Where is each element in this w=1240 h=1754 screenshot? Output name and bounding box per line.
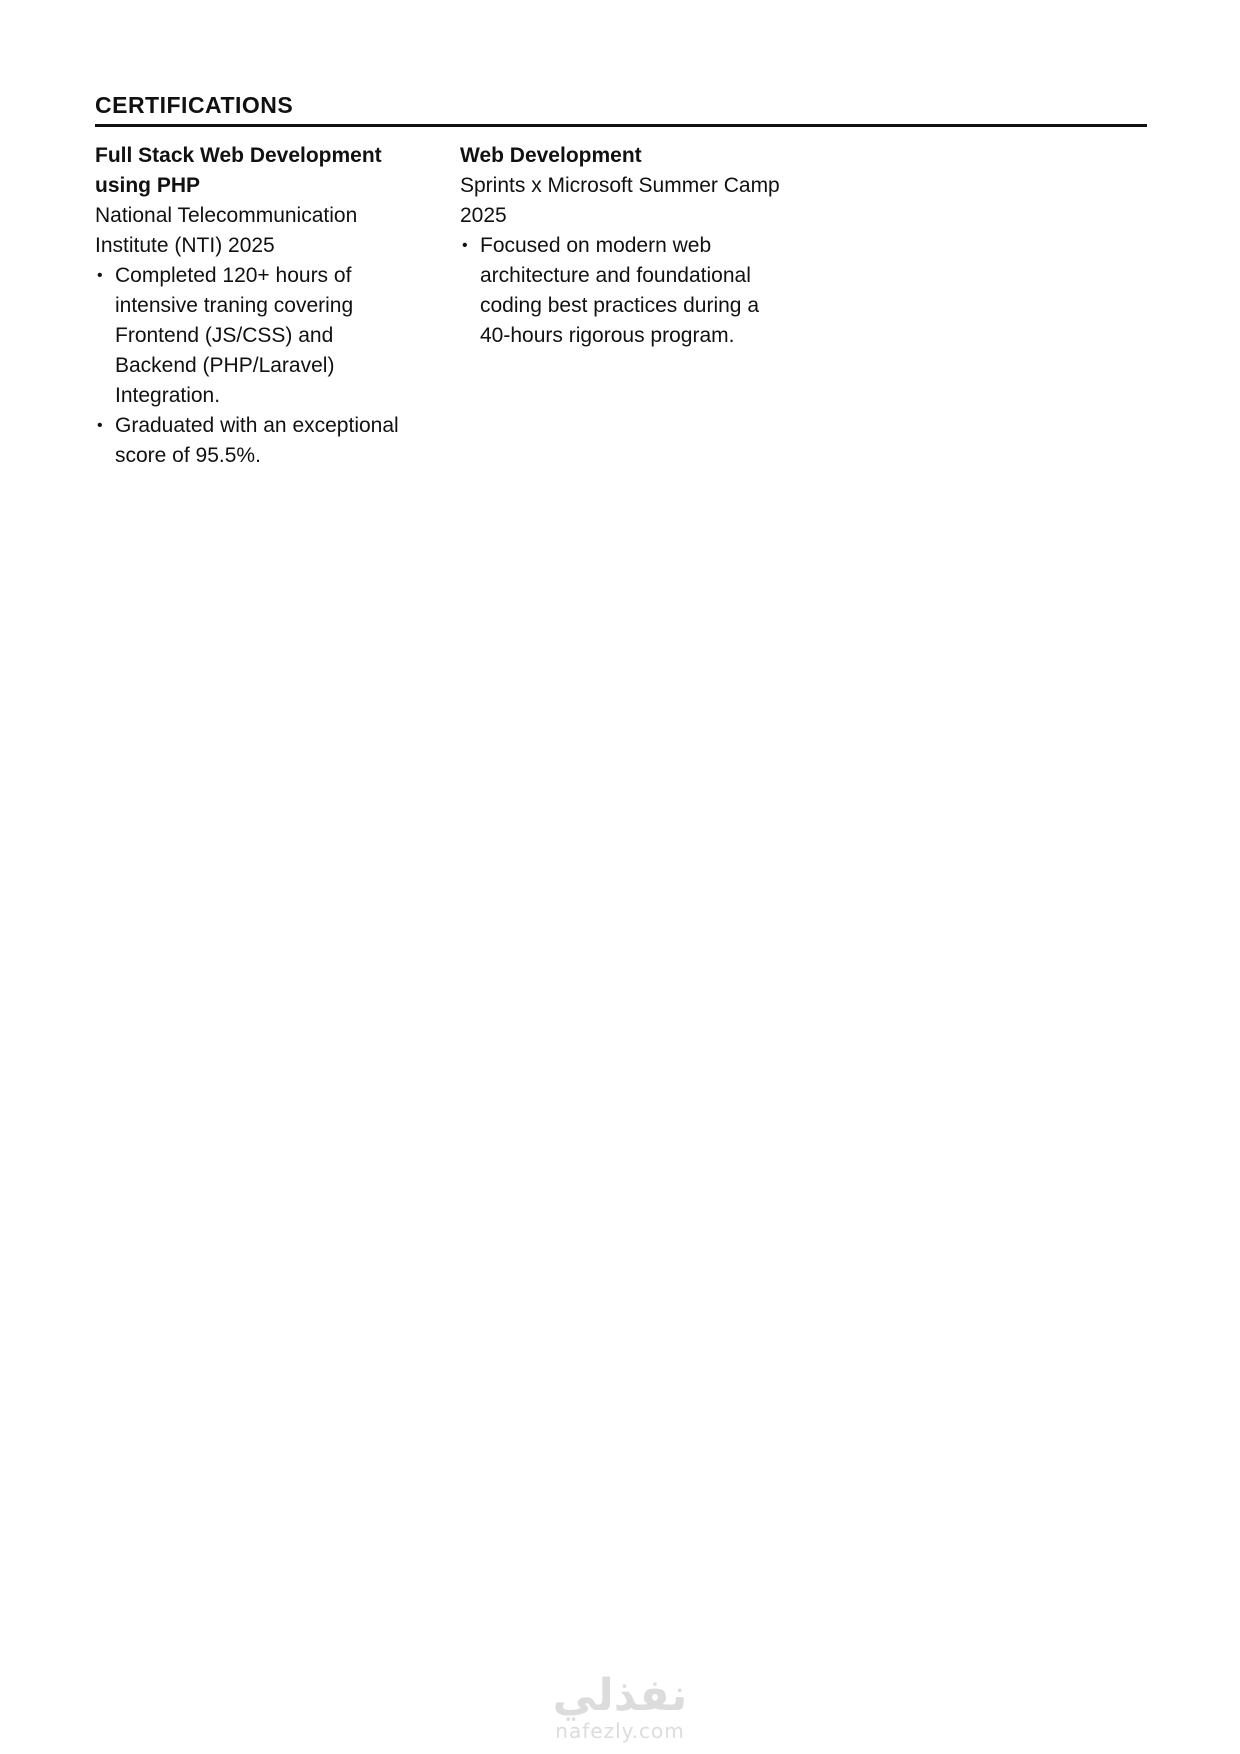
watermark-url: nafezly.com [555, 1719, 685, 1743]
certification-title: Web Development [460, 144, 642, 167]
certification-organization: National Telecommunication Institute (NTI) 2025 [95, 204, 358, 257]
watermark-logo [0, 1672, 1240, 1742]
bullet-icon: • [462, 237, 468, 254]
bullet-text: Completed 120+ hours of intensive traning covering Frontend (JS/CSS) and Backend (PHP/Laravel) Integration. [115, 264, 354, 407]
certifications-section [95, 88, 1147, 467]
section-title: CERTIFICATIONS [95, 92, 294, 118]
section-divider [95, 124, 1147, 127]
certification-bullets [460, 231, 785, 351]
certification-item [460, 141, 785, 351]
certification-bullets [95, 261, 420, 471]
bullet-text: Focused on modern web architecture and foundational coding best practices during a 40-hours rigorous program. [480, 234, 759, 347]
bullet-item [95, 261, 420, 411]
certification-title: Full Stack Web Development using PHP [95, 144, 382, 197]
bullet-icon: • [97, 267, 103, 284]
certification-organization: Sprints x Microsoft Summer Camp 2025 [460, 174, 780, 227]
bullet-item [95, 411, 420, 471]
bullet-item [460, 231, 785, 351]
watermark-brand: نفذلي [552, 1670, 688, 1721]
bullet-text: Graduated with an exceptional score of 95.5%. [115, 414, 399, 467]
bullet-icon: • [97, 417, 103, 434]
certification-item [95, 141, 420, 471]
